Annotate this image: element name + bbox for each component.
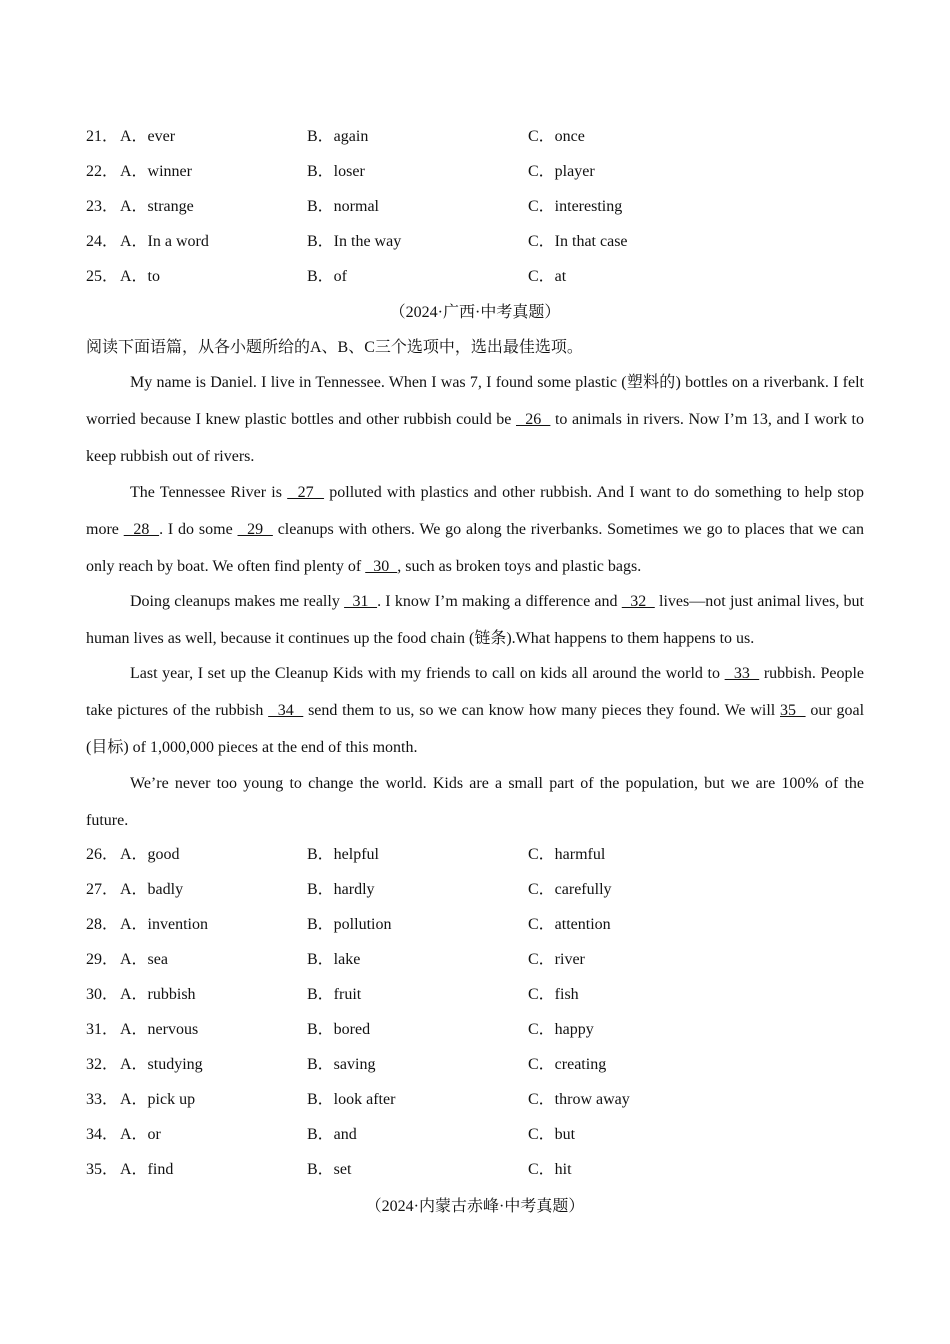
question-number: 21． [86,128,119,145]
passage-text: Doing cleanups makes me really [130,593,345,610]
blank-31: 31 [344,593,378,610]
question-row [86,950,866,970]
passage-text: . I know I’m making a difference and [377,593,622,610]
question-row [86,1020,866,1040]
option-b: B．helpful [307,846,379,863]
passage-text: to animals in rivers. Now I’m 13, and I work to keep rubbish out of rivers. [86,411,865,465]
passage-paragraph [86,583,864,657]
option-a: A．nervous [120,1021,199,1038]
option-b: B．In the way [307,233,402,250]
option-b: B．set [307,1161,352,1178]
question-row [86,845,866,865]
question-row [86,880,866,900]
option-a: A．good [120,846,180,863]
option-a: A．ever [120,128,176,145]
option-c: C．creating [528,1056,607,1073]
option-a: A．to [120,268,161,285]
question-number: 25． [86,268,119,285]
question-row [86,1160,866,1180]
blank-30: 30 [365,558,398,575]
passage-text: rubbish. People take pictures of the rubbish [86,665,865,719]
passage-paragraph [86,765,864,839]
passage-paragraph [86,364,864,475]
passage-text: We’re never too young to change the world. Kids are a small part of the population, but we are 100% of the future. [86,775,864,829]
option-b: B．bored [307,1021,371,1038]
option-b: B．of [307,268,348,285]
question-row [86,232,866,252]
question-row [86,267,866,287]
blank-33: 33 [724,665,760,682]
question-row [86,1055,866,1075]
question-number: 23． [86,198,119,215]
question-row [86,197,866,217]
option-a: A．or [120,1126,161,1143]
option-b: B．lake [307,951,361,968]
option-c: C．at [528,268,567,285]
option-a: A．sea [120,951,168,968]
source-note: （2024·广西·中考真题） [389,304,561,321]
question-number: 30． [86,986,119,1003]
question-row [86,127,866,147]
option-c: C．carefully [528,881,612,898]
option-c: C．throw away [528,1091,630,1108]
passage-text: our goal (目标) of 1,000,000 pieces at the end of this month. [86,702,865,756]
option-c: C．happy [528,1021,594,1038]
source-note: （2024·内蒙古赤峰·中考真题） [365,1198,585,1215]
question-number: 32． [86,1056,119,1073]
option-b: B．pollution [307,916,392,933]
question-number: 28． [86,916,119,933]
passage-paragraph [86,655,864,766]
option-a: A．strange [120,198,194,215]
passage-text: send them to us, so we can know how many pieces they found. We will [303,702,780,719]
option-b: B．look after [307,1091,396,1108]
question-number: 26． [86,846,119,863]
option-c: C．once [528,128,585,145]
option-a: A．find [120,1161,174,1178]
option-a: A．rubbish [120,986,196,1003]
option-b: B．loser [307,163,365,180]
option-a: A．badly [120,881,184,898]
question-number: 34． [86,1126,119,1143]
option-c: C．fish [528,986,579,1003]
passage-text: lives—not just animal lives, but human lives as well, because it continues up the food chain (链条).What happens to them happens to us. [86,593,865,647]
question-number: 22． [86,163,119,180]
blank-34: 34 [268,702,304,719]
passage-paragraph [86,474,864,585]
blank-26: 26 [516,411,551,428]
passage-text: . I do some [159,521,238,538]
passage-text: polluted with plastics and other rubbish. And I want to do something to help stop more [86,484,864,538]
option-b: B．normal [307,198,379,215]
option-a: A．In a word [120,233,209,250]
option-a: A．pick up [120,1091,196,1108]
question-number: 35． [86,1161,119,1178]
option-c: C．harmful [528,846,606,863]
passage-text: The Tennessee River is [130,484,288,501]
blank-27: 27 [287,484,325,501]
passage-text: , such as broken toys and plastic bags. [397,558,642,575]
option-c: C．player [528,163,595,180]
option-c: C．interesting [528,198,623,215]
option-c: C．but [528,1126,576,1143]
question-row [86,1125,866,1145]
question-number: 31． [86,1021,119,1038]
option-b: B．again [307,128,369,145]
option-b: B．hardly [307,881,375,898]
question-row [86,1090,866,1110]
question-number: 29． [86,951,119,968]
option-a: A．invention [120,916,208,933]
option-b: B．saving [307,1056,376,1073]
passage-text: My name is Daniel. I live in Tennessee. When I was 7, I found some plastic (塑料的) bottles on a riverbank. I felt worried because I knew plastic bottles and other rubbish could be [86,374,864,428]
option-a: A．winner [120,163,192,180]
option-c: C．In that case [528,233,628,250]
blank-32: 32 [621,593,655,610]
instruction-text: 阅读下面语篇，从各小题所给的A、B、C三个选项中，选出最佳选项。 [86,339,583,356]
question-row [86,985,866,1005]
question-number: 24． [86,233,119,250]
blank-28: 28 [123,521,160,538]
option-b: B．fruit [307,986,362,1003]
question-number: 27． [86,881,119,898]
question-row [86,915,866,935]
blank-35: 35 [780,702,806,719]
passage-text: cleanups with others. We go along the riverbanks. Sometimes we go to places that we can only reach by boat. We often find plenty of [86,521,865,575]
option-c: C．hit [528,1161,572,1178]
passage-text: Last year, I set up the Cleanup Kids with my friends to call on kids all around the world to [130,665,725,682]
question-row [86,162,866,182]
question-number: 33． [86,1091,119,1108]
option-c: C．attention [528,916,611,933]
option-c: C．river [528,951,585,968]
option-a: A．studying [120,1056,203,1073]
blank-29: 29 [237,521,273,538]
option-b: B．and [307,1126,357,1143]
